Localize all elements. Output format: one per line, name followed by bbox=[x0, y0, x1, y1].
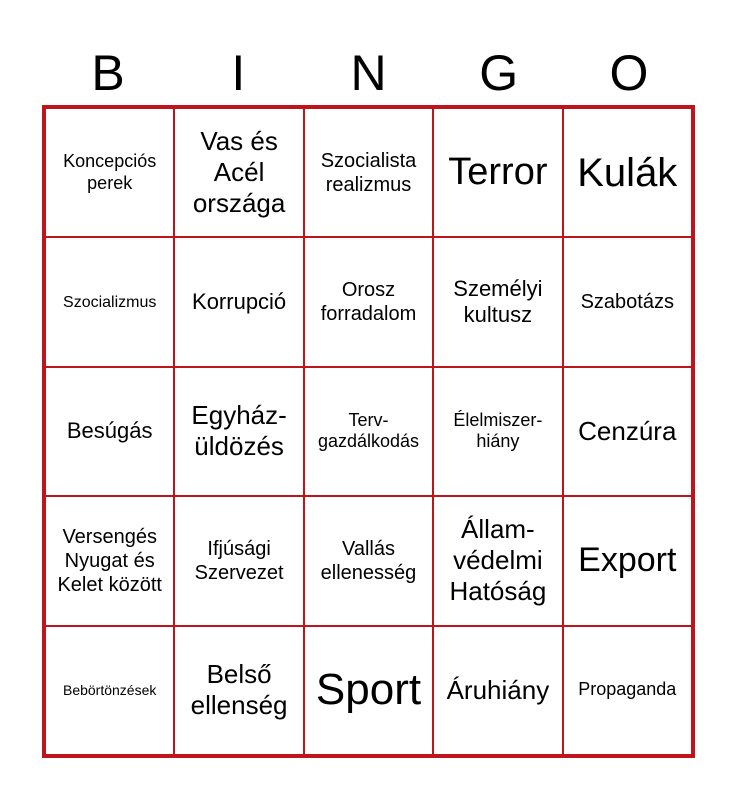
header-letter-i: I bbox=[231, 45, 246, 101]
bingo-cell[interactable]: Cenzúra bbox=[563, 367, 692, 496]
bingo-cell[interactable]: Szocialista realizmus bbox=[304, 108, 433, 237]
bingo-cell[interactable]: Szabotázs bbox=[563, 237, 692, 366]
bingo-cell[interactable]: Szocializmus bbox=[45, 237, 174, 366]
header-letter-b: B bbox=[91, 45, 125, 101]
bingo-cell[interactable]: Terror bbox=[433, 108, 562, 237]
bingo-cell[interactable]: Koncepciós perek bbox=[45, 108, 174, 237]
bingo-header bbox=[43, 40, 694, 106]
bingo-cell[interactable]: Áruhiány bbox=[433, 626, 562, 755]
bingo-cell[interactable]: Orosz forradalom bbox=[304, 237, 433, 366]
bingo-cell[interactable]: Élelmiszer-hiány bbox=[433, 367, 562, 496]
bingo-cell[interactable]: Propaganda bbox=[563, 626, 692, 755]
bingo-cell[interactable]: Személyi kultusz bbox=[433, 237, 562, 366]
header-letter-o: O bbox=[609, 45, 649, 101]
bingo-cell[interactable]: Bebörtönzések bbox=[45, 626, 174, 755]
bingo-cell[interactable]: Egyház-üldözés bbox=[174, 367, 303, 496]
bingo-cell[interactable]: Sport bbox=[304, 626, 433, 755]
bingo-cell[interactable]: Állam-védelmi Hatóság bbox=[433, 496, 562, 625]
bingo-cell[interactable]: Versengés Nyugat és Kelet között bbox=[45, 496, 174, 625]
bingo-cell[interactable]: Belső ellenség bbox=[174, 626, 303, 755]
bingo-cell[interactable]: Export bbox=[563, 496, 692, 625]
bingo-cell[interactable]: Besúgás bbox=[45, 367, 174, 496]
header-letter-n: N bbox=[350, 45, 387, 101]
bingo-cell[interactable]: Vallás ellenesség bbox=[304, 496, 433, 625]
bingo-cell[interactable]: Kulák bbox=[563, 108, 692, 237]
bingo-board bbox=[42, 105, 695, 758]
bingo-cell[interactable]: Terv-gazdálkodás bbox=[304, 367, 433, 496]
bingo-cell[interactable]: Vas és Acél országa bbox=[174, 108, 303, 237]
bingo-cell[interactable]: Korrupció bbox=[174, 237, 303, 366]
header-letter-g: G bbox=[479, 45, 519, 101]
bingo-cell[interactable]: Ifjúsági Szervezet bbox=[174, 496, 303, 625]
